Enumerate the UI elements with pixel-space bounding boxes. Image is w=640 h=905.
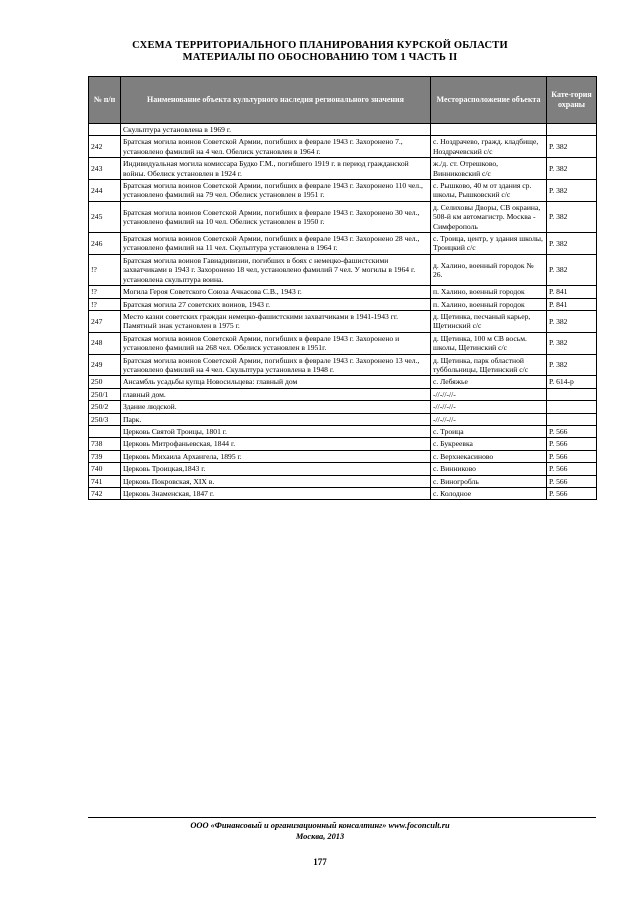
- cell-num: 250/2: [89, 401, 121, 413]
- cell-category: Р. 841: [547, 286, 597, 298]
- table-row: [89, 124, 597, 136]
- column-header-location: Месторасположение объекта: [431, 77, 547, 124]
- cell-num: 738: [89, 438, 121, 450]
- table-row: [89, 475, 597, 487]
- cell-location: -//-//-//-: [431, 388, 547, 400]
- cell-category: Р. 382: [547, 354, 597, 376]
- cell-location: с. Виногробль: [431, 475, 547, 487]
- cell-name: Церковь Знаменская, 1847 г.: [121, 488, 431, 500]
- cell-location: д. Щетинка, песчаный карьер, Щетинский с/с: [431, 310, 547, 332]
- cell-location: -//-//-//-: [431, 401, 547, 413]
- table-row: [89, 354, 597, 376]
- cell-location: с. Верхнекасиново: [431, 450, 547, 462]
- cell-location: д. Халино, военный городок № 26.: [431, 254, 547, 285]
- cell-name: Братская могила 27 советских воинов, 1943 г.: [121, 298, 431, 310]
- cell-category: Р. 382: [547, 310, 597, 332]
- cell-num: 742: [89, 488, 121, 500]
- cell-category: Р. 382: [547, 158, 597, 180]
- table-row: [89, 438, 597, 450]
- table-row: [89, 233, 597, 255]
- page-number: 177: [313, 857, 327, 867]
- table-row: [89, 136, 597, 158]
- cell-num: 245: [89, 201, 121, 232]
- cell-location: д. Щетинка, парк областной туббольницы, Щетинский с/с: [431, 354, 547, 376]
- cell-category: Р. 566: [547, 425, 597, 437]
- cell-num: !?: [89, 254, 121, 285]
- cell-location: [431, 124, 547, 136]
- cell-name: Братская могила воинов Советской Армии, погибших в феврале 1943 г. Захоронено и установлено фамилий на 268 чел. Обелиск установлен в 1951г.: [121, 332, 431, 354]
- cell-name: Церковь Троицкая,1843 г.: [121, 463, 431, 475]
- cell-location: п. Халино, военный городок: [431, 298, 547, 310]
- cell-num: 244: [89, 180, 121, 202]
- table-row: [89, 332, 597, 354]
- table-row: [89, 298, 597, 310]
- cell-name: Церковь Митрофаньевская, 1844 г.: [121, 438, 431, 450]
- cell-num: 247: [89, 310, 121, 332]
- cell-location: ж./д. ст. Отрешково, Винниковский с/с: [431, 158, 547, 180]
- cell-name: Братская могила воинов Советской Армии, погибших в феврале 1943 г. Захоронено 110 чел., установлено фамилий на 79 чел. Обелиск установлен в 1951 г.: [121, 180, 431, 202]
- cell-location: с. Колодное: [431, 488, 547, 500]
- title-line-1: СХЕМА ТЕРРИТОРИАЛЬНОГО ПЛАНИРОВАНИЯ КУРСКОЙ ОБЛАСТИ: [132, 40, 508, 51]
- cell-location: с. Троица: [431, 425, 547, 437]
- table-body: [89, 124, 597, 500]
- cell-category: Р. 614-р: [547, 376, 597, 388]
- cell-category: Р. 382: [547, 233, 597, 255]
- cell-name: Братская могила воинов Советской Армии, погибших в феврале 1943 г. Захоронено 13 чел., установлено фамилий на 4 чел. Скульптура установлена в 1948 г.: [121, 354, 431, 376]
- table-row: [89, 254, 597, 285]
- cell-category: Р. 382: [547, 136, 597, 158]
- cell-name: Братская могила воинов Советской Армии, погибших в феврале 1943 г. Захоронено 28 чел., установлено фамилий на 11 чел. Скульптура установлена в 1964 г.: [121, 233, 431, 255]
- cell-category: [547, 413, 597, 425]
- cell-location: с. Троица, центр, у здания школы, Троицкий с/с: [431, 233, 547, 255]
- table-row: [89, 201, 597, 232]
- cell-name: Место казни советских граждан немецко-фашистскими захватчиками в 1941-1943 гг. Памятный знак установлен в 1975 г.: [121, 310, 431, 332]
- cell-location: с. Винниково: [431, 463, 547, 475]
- cell-category: Р. 841: [547, 298, 597, 310]
- cell-name: Церковь Михаила Архангела, 1895 г.: [121, 450, 431, 462]
- cell-category: Р. 382: [547, 254, 597, 285]
- table-row: [89, 450, 597, 462]
- cell-num: !?: [89, 286, 121, 298]
- table-row: [89, 413, 597, 425]
- cell-num: 739: [89, 450, 121, 462]
- cell-num: 248: [89, 332, 121, 354]
- cell-num: 250/3: [89, 413, 121, 425]
- cell-num: 243: [89, 158, 121, 180]
- cell-name: Могила Героя Советского Союза Ачкасова С.В., 1943 г.: [121, 286, 431, 298]
- column-header-name: Наименование объекта культурного наследия регионального значения: [121, 77, 431, 124]
- cell-num: !?: [89, 298, 121, 310]
- cell-name: Индивидуальная могила комиссара Будко Г.М., погибшего 1919 г. в период гражданской войны. Обелиск установлен в 1924 г.: [121, 158, 431, 180]
- table-row: [89, 286, 597, 298]
- footer-divider: [88, 817, 596, 818]
- cell-num: 242: [89, 136, 121, 158]
- cell-location: п. Халино, военный городок: [431, 286, 547, 298]
- cell-num: 250/1: [89, 388, 121, 400]
- cell-name: Братская могила воинов Советской Армии, погибших в феврале 1943 г. Захоронено 7., установлено фамилий на 4 чел. Обелиск установлен в 1964 г.: [121, 136, 431, 158]
- cell-num: 246: [89, 233, 121, 255]
- cell-location: с. Ноздрачево, гражд. кладбище, Ноздрачевский с/с: [431, 136, 547, 158]
- table-row: [89, 376, 597, 388]
- cell-num: [89, 124, 121, 136]
- cell-name: Церковь Покровская, XIX в.: [121, 475, 431, 487]
- cell-category: Р. 382: [547, 332, 597, 354]
- cell-name: Церковь Святой Троицы, 1801 г.: [121, 425, 431, 437]
- cell-num: [89, 425, 121, 437]
- table-row: [89, 463, 597, 475]
- cell-location: д. Селиховы Дворы, СВ окраина, 508-й км автомагистр. Москва - Симферополь: [431, 201, 547, 232]
- table-row: [89, 388, 597, 400]
- column-header-num: № п/п: [89, 77, 121, 124]
- column-header-category: Кате-гория охраны: [547, 77, 597, 124]
- cell-location: с. Лебяжье: [431, 376, 547, 388]
- cell-location: -//-//-//-: [431, 413, 547, 425]
- table-row: [89, 488, 597, 500]
- table-row: [89, 401, 597, 413]
- cell-num: 249: [89, 354, 121, 376]
- cell-num: 740: [89, 463, 121, 475]
- footer-city: Москва, 2013: [295, 832, 345, 841]
- cell-name: Ансамбль усадьбы купца Новосильцева: главный дом: [121, 376, 431, 388]
- cell-category: Р. 566: [547, 438, 597, 450]
- page-footer: [0, 820, 640, 842]
- cell-category: Р. 566: [547, 450, 597, 462]
- cell-category: Р. 566: [547, 475, 597, 487]
- table-header-row: [89, 77, 597, 124]
- monuments-table: [88, 76, 597, 500]
- cell-name: Здание людской.: [121, 401, 431, 413]
- cell-category: [547, 401, 597, 413]
- title-line-2: МАТЕРИАЛЫ ПО ОБОСНОВАНИЮ ТОМ 1 ЧАСТЬ II: [182, 52, 458, 63]
- cell-name: Скульптура установлена в 1969 г.: [121, 124, 431, 136]
- table-row: [89, 425, 597, 437]
- table-row: [89, 180, 597, 202]
- cell-location: с. Букреевка: [431, 438, 547, 450]
- cell-name: Братская могила воинов Советской Армии, погибших в феврале 1943 г. Захоронено 30 чел., установлено фамилий на 10 чел. Обелиск установлен в 1950 г.: [121, 201, 431, 232]
- table-row: [89, 158, 597, 180]
- cell-name: главный дом.: [121, 388, 431, 400]
- cell-name: Парк.: [121, 413, 431, 425]
- cell-category: Р. 566: [547, 463, 597, 475]
- table-row: [89, 310, 597, 332]
- cell-category: Р. 566: [547, 488, 597, 500]
- cell-category: [547, 388, 597, 400]
- cell-category: Р. 382: [547, 180, 597, 202]
- footer-company: ООО «Финансовый и организационный консалтинг» www.foconcult.ru: [190, 821, 450, 830]
- cell-category: [547, 124, 597, 136]
- cell-name: Братская могила воинов Гавиадивизии, погибших в боях с немецко-фашистскими захватчиками в 1943 г. Захоронено 18 чел, установлено фамилий 7 чел. У могилы в 1964 г. установлена скульптура воина.: [121, 254, 431, 285]
- page-title: [0, 40, 640, 64]
- cell-category: Р. 382: [547, 201, 597, 232]
- cell-location: д. Щетинка, 100 м СВ восьм. школы, Щетинский с/с: [431, 332, 547, 354]
- cell-location: с. Рышково, 40 м от здания ср. школы, Рышковский с/с: [431, 180, 547, 202]
- cell-num: 741: [89, 475, 121, 487]
- cell-num: 250: [89, 376, 121, 388]
